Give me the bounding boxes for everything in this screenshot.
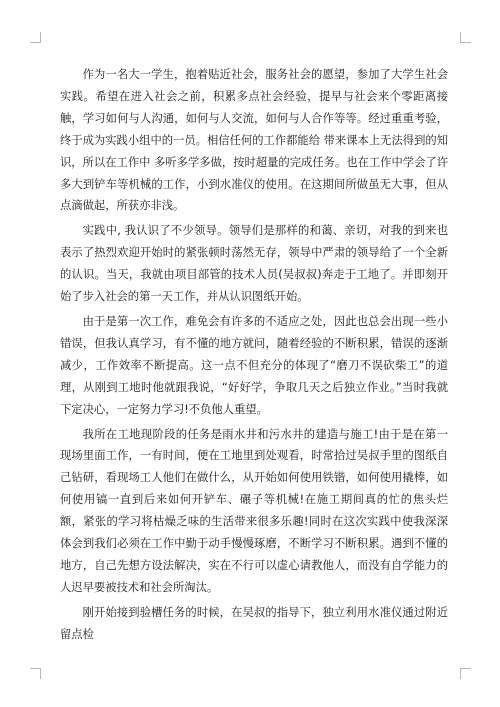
- crop-mark-top-right: [460, 32, 471, 43]
- paragraph-2: 实践中, 我认识了不少领导。领导们是那样的和蔼、亲切，对我的到来也表示了热烈欢迎开始时的紧张顿时荡然无存，领导中严肃的领导给了一个全新的认识。当天，我就由项目部管的技术人员(吴叔叔)奔走于工地了。并即刻开始了步入社会的第一天工作，并从认识图纸开始。: [60, 224, 448, 304]
- paragraph-4: 我所在工地现阶段的任务是雨水井和污水井的建造与施工!由于是在第一现场里面工作，一有时间，便在工地里到处观看，时常拾过吴叔手里的图纸自己钻研，看现场工人他们在做什么，从开始如何使用铁锴，如何使用撬棒，如何使用镐一直到后来如何开铲车、碾子等机械!在施工期间真的忙的焦头烂额，紧张的学习将枯燥乏味的生活带来很多乐趣!同时在这次实践中使我深深体会到我们必须在工作中勤于动手慢慢琢磨，不断学习不断积累。遇到不懂的地方，自己先想方设法解决，实在不行可以虚心请教他人，而没有自学能力的人迟早要被技术和社会所淘汰。: [60, 427, 448, 594]
- paragraph-5: 刚开始接到验槽任务的时候，在吴叔的指导下，独立利用水准仪通过附近留点检: [60, 605, 448, 641]
- paragraph-3: 由于是第一次工作，难免会有许多的不适应之处，因此也总会出现一些小错误，但我认真学习，有不懂的地方就问，随着经验的不断积累，错误的逐渐减少，工作效率不断提高。这一点不但充分的体现了“磨刀不误砍柴工”的道理，从刚到工地时他就跟我说，“好好学，争取几天之后独立作业。”当时我就下定决心，一定努力学习!不负他人重望。: [60, 314, 448, 416]
- crop-mark-bottom-left: [30, 668, 41, 679]
- crop-mark-bottom-right: [460, 668, 471, 679]
- crop-mark-top-left: [30, 32, 41, 43]
- paragraph-1: 作为一名大一学生，抱着贴近社会，服务社会的愿望，参加了大学生社会实践。希望在进入社会之前，积累多点社会经验，提早与社会来个零距离接触，学习如何与人沟通，如何与人交流，如何与人合作等等。经过重重考验，终于成为实践小组中的一员。相信任何的工作都能给 带来课本上无法得到的知识，所以在工作中 多听多学多做，按时超量的完成任务。也在工作中学会了许多大到铲车等机械的工作，小到水准仪的使用。在这期间所做虽无大事，但从点滴做起，所获亦非浅。: [60, 68, 448, 213]
- document-body: [60, 64, 448, 649]
